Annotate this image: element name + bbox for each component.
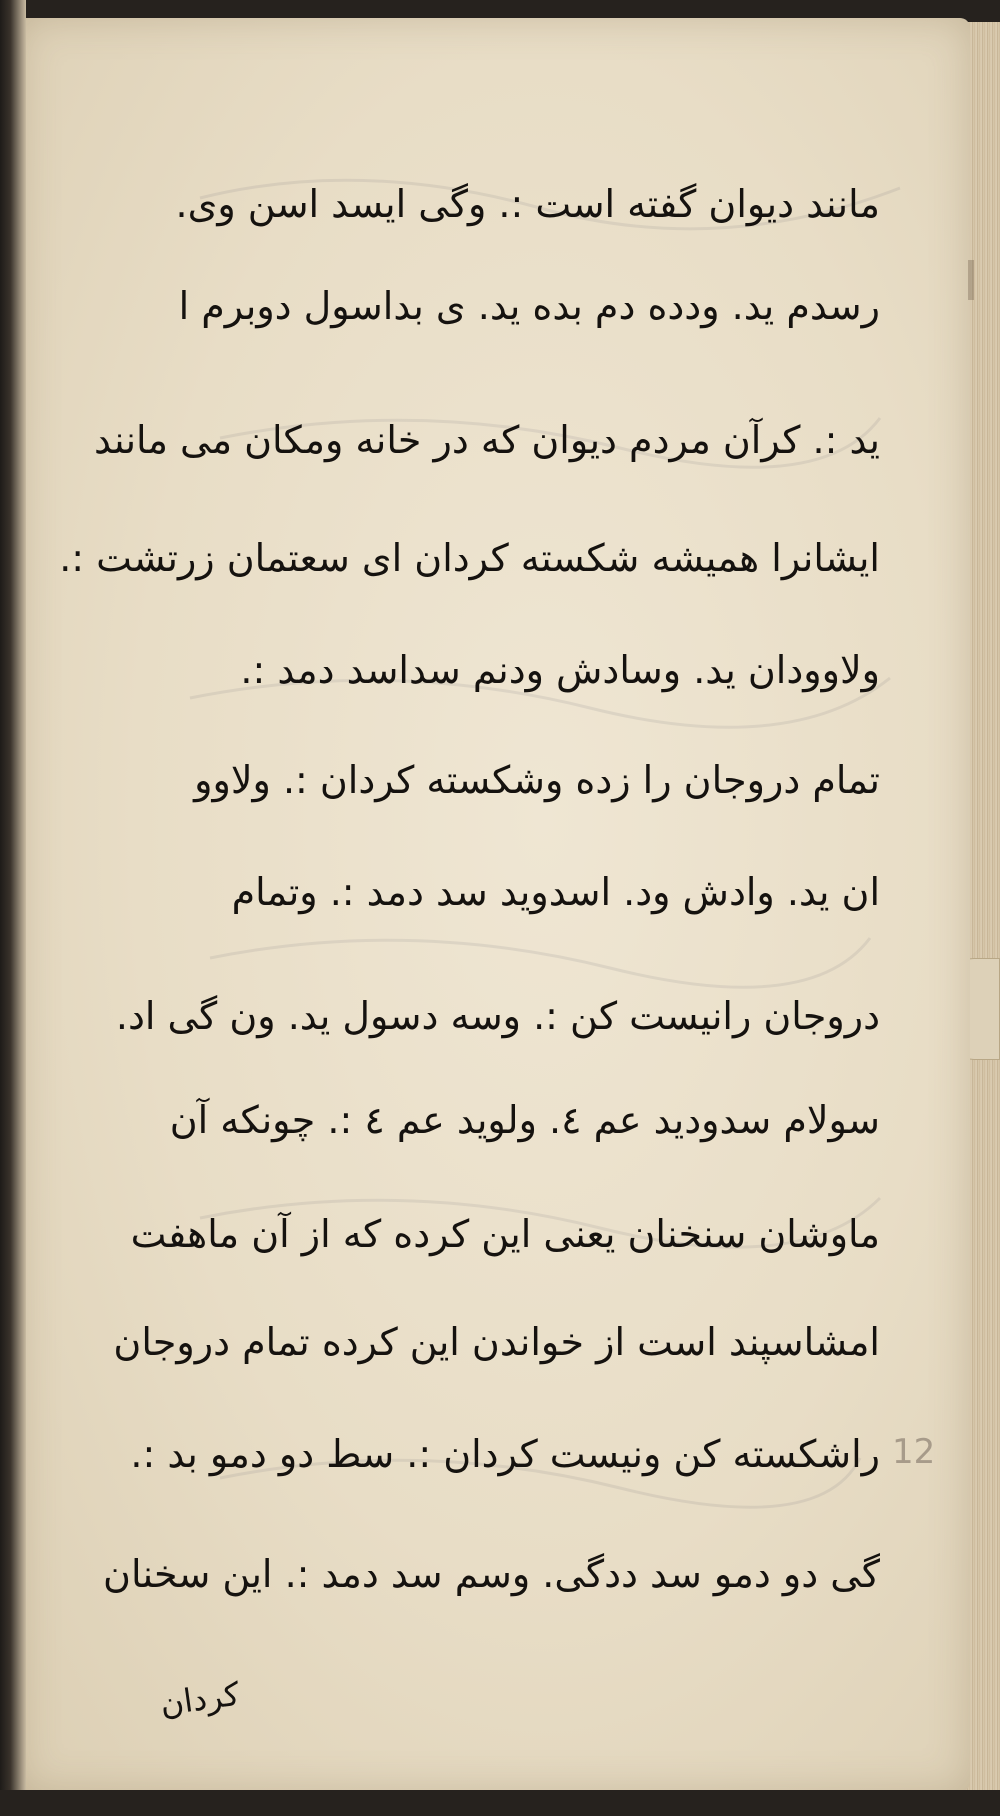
margin-mark (968, 260, 974, 300)
bottom-background-strip (0, 1790, 1000, 1816)
text-line-1: مانند دیوان گفته است :. وگی ایسد اسن وی. (175, 182, 880, 226)
text-line-7: ان ید. وادش ود. اسدوید سد دمد :. وتمام (231, 870, 880, 914)
text-line-8: دروجان رانیست کن :. وسه دسول ید. ون گی اد. (115, 994, 880, 1038)
text-line-6: تمام دروجان را زده وشکسته کردان :. ولاوو (194, 758, 880, 802)
catchword: کردان (157, 1674, 242, 1724)
text-line-9: سولام سدودید عم ٤. ولوید عم ٤ :. چونکه آن (169, 1098, 880, 1142)
text-line-13: گی دو دمو سد ددگی. وسم سد دمد :. این سخنان (103, 1552, 880, 1596)
text-line-3: ید :. کرآن مردم دیوان که در خانه ومکان می مانند (94, 418, 880, 462)
text-line-11: امشاسپند است از خواندن این کرده تمام دروجان (113, 1320, 880, 1364)
text-line-4: ایشانرا همیشه شکسته کردان ای سعتمان زرتشت :. (59, 536, 880, 580)
text-line-10: ماوشان سنخنان یعنی این کرده که از آن ماهفت (130, 1212, 880, 1256)
text-line-5: ولاوودان ید. وسادش ودنم سداسد دمد :. (240, 648, 880, 692)
text-line-2: رسدم ید. ودده دم بده ید. ی بداسول دوبرم ا (178, 284, 880, 328)
text-line-12: راشکسته کن ونیست کردان :. سط دو دمو بد :. (130, 1432, 880, 1476)
folio-number: 12 (892, 1432, 936, 1472)
binding-gutter (0, 0, 26, 1816)
